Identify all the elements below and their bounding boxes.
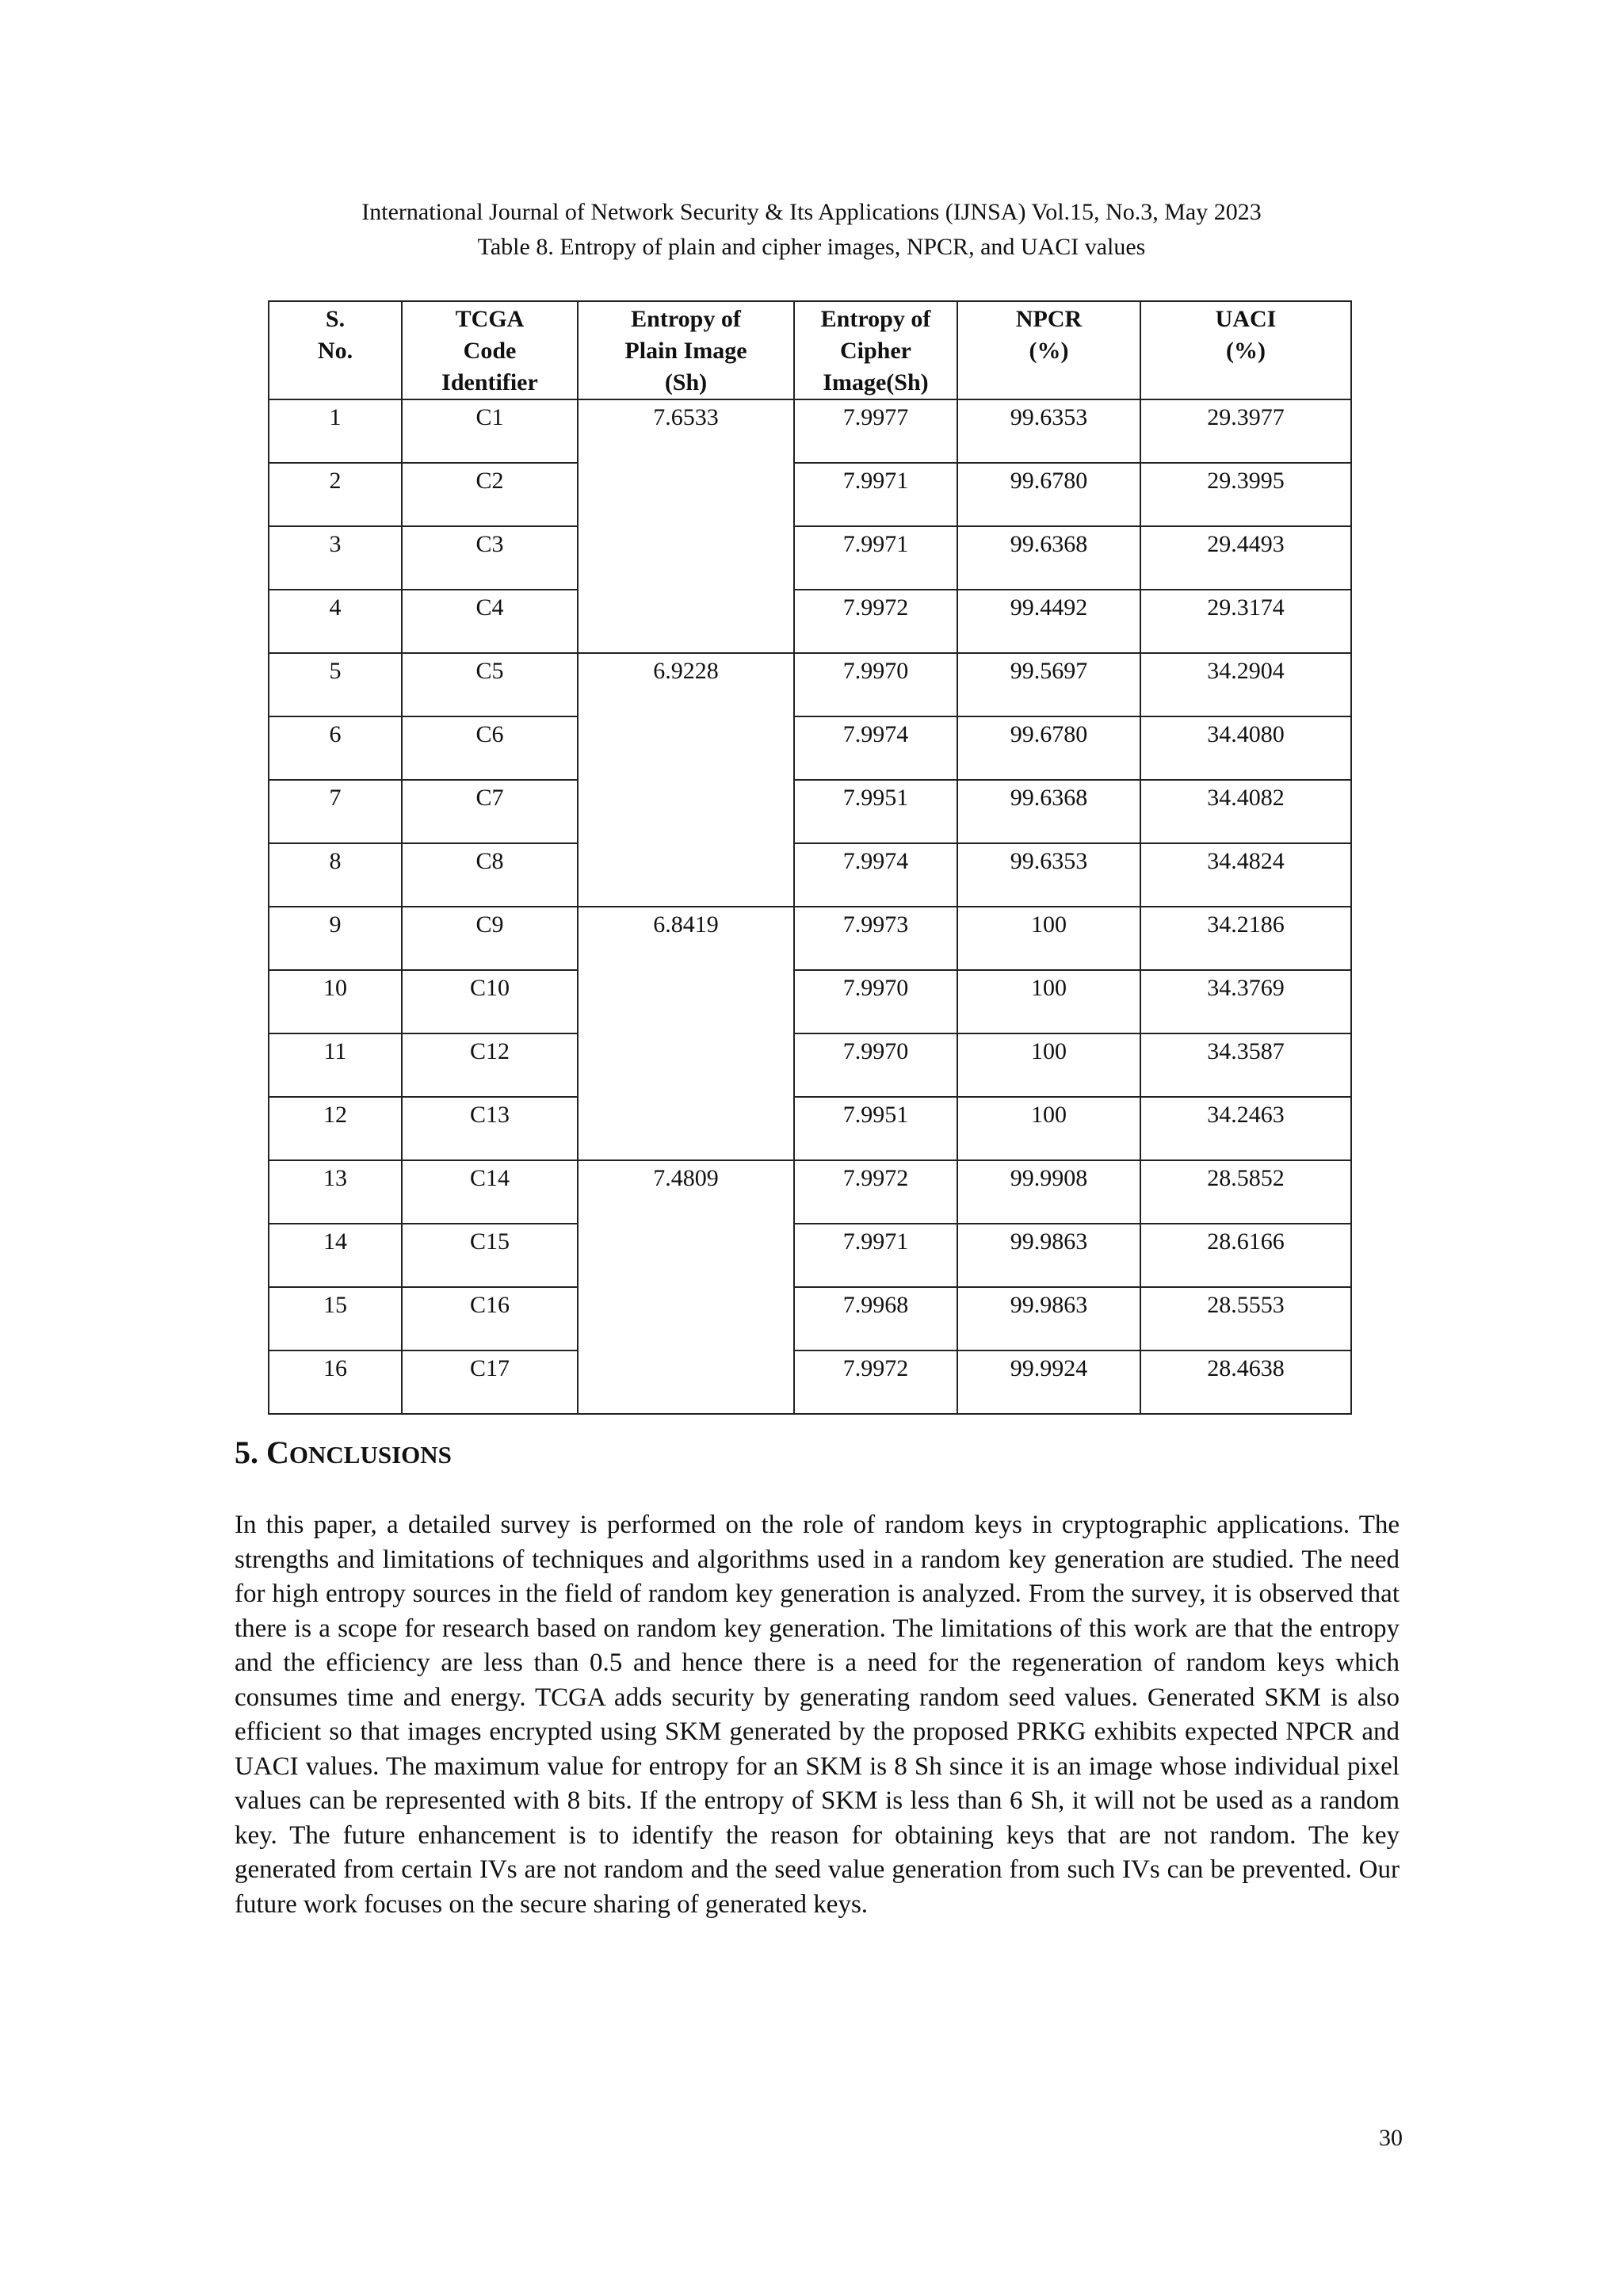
table-header-row	[269, 301, 1351, 399]
cell-cipher-entropy: 7.9974	[794, 843, 957, 907]
cell-cipher-entropy: 7.9977	[794, 399, 957, 463]
cell-uaci: 28.6166	[1140, 1224, 1351, 1287]
section-number: 5.	[235, 1435, 258, 1470]
entropy-table	[268, 300, 1352, 1415]
section-heading-conclusions	[235, 1433, 452, 1475]
table-row	[269, 653, 1351, 716]
col-header-npcr	[957, 301, 1140, 399]
cell-cipher-entropy: 7.9970	[794, 970, 957, 1033]
cell-code: C5	[402, 653, 578, 716]
cell-npcr: 99.6368	[957, 526, 1140, 590]
cell-npcr: 99.9863	[957, 1287, 1140, 1350]
cell-code: C2	[402, 463, 578, 526]
col-header-sno	[269, 301, 402, 399]
cell-code: C9	[402, 907, 578, 970]
cell-cipher-entropy: 7.9971	[794, 526, 957, 590]
cell-code: C12	[402, 1033, 578, 1097]
cell-npcr: 99.6780	[957, 716, 1140, 780]
cell-code: C7	[402, 780, 578, 843]
cell-uaci: 29.3995	[1140, 463, 1351, 526]
header-line: (Sh)	[664, 369, 708, 395]
cell-sno: 11	[269, 1033, 402, 1097]
cell-cipher-entropy: 7.9951	[794, 1097, 957, 1160]
header-line: Entropy of	[820, 306, 931, 332]
table-row	[269, 399, 1351, 463]
cell-code: C14	[402, 1160, 578, 1224]
cell-npcr: 99.4492	[957, 590, 1140, 653]
journal-running-header: International Journal of Network Security & Its Applications (IJNSA) Vol.15, No.3, May 2023	[361, 199, 1262, 225]
cell-cipher-entropy: 7.9973	[794, 907, 957, 970]
cell-cipher-entropy: 7.9970	[794, 653, 957, 716]
cell-sno: 7	[269, 780, 402, 843]
cell-sno: 4	[269, 590, 402, 653]
cell-uaci: 34.3769	[1140, 970, 1351, 1033]
cell-npcr: 99.6353	[957, 399, 1140, 463]
cell-code: C15	[402, 1224, 578, 1287]
header-line: Plain Image	[624, 338, 747, 364]
cell-sno: 3	[269, 526, 402, 590]
table-row	[269, 970, 1351, 1033]
cell-sno: 15	[269, 1287, 402, 1350]
cell-npcr: 100	[957, 1097, 1140, 1160]
cell-npcr: 99.9924	[957, 1350, 1140, 1414]
header-line: S.	[325, 306, 346, 332]
cell-code: C10	[402, 970, 578, 1033]
table-row	[269, 1033, 1351, 1097]
cell-npcr: 99.6368	[957, 780, 1140, 843]
table-caption: Table 8. Entropy of plain and cipher images, NPCR, and UACI values	[477, 234, 1146, 260]
header-line: Image(Sh)	[823, 369, 929, 395]
col-header-uaci	[1140, 301, 1351, 399]
table-row	[269, 1160, 1351, 1224]
cell-cipher-entropy: 7.9972	[794, 1350, 957, 1414]
cell-uaci: 28.5852	[1140, 1160, 1351, 1224]
cell-uaci: 29.3977	[1140, 399, 1351, 463]
cell-code: C16	[402, 1287, 578, 1350]
cell-uaci: 28.4638	[1140, 1350, 1351, 1414]
cell-cipher-entropy: 7.9971	[794, 463, 957, 526]
header-line: Identifier	[441, 369, 538, 395]
cell-npcr: 100	[957, 1033, 1140, 1097]
header-line: TCGA	[455, 306, 525, 332]
page-number: 30	[1379, 2125, 1403, 2151]
cell-npcr: 99.9908	[957, 1160, 1140, 1224]
cell-sno: 9	[269, 907, 402, 970]
cell-uaci: 34.4824	[1140, 843, 1351, 907]
cell-uaci: 29.3174	[1140, 590, 1351, 653]
cell-uaci: 34.4082	[1140, 780, 1351, 843]
cell-sno: 10	[269, 970, 402, 1033]
header-line: NPCR	[1015, 306, 1083, 332]
cell-code: C17	[402, 1350, 578, 1414]
cell-sno: 16	[269, 1350, 402, 1414]
header-line: (%)	[1029, 338, 1069, 364]
col-header-tcga-code	[402, 301, 578, 399]
cell-npcr: 99.6780	[957, 463, 1140, 526]
header-line: Cipher	[840, 338, 911, 364]
cell-plain-entropy: 6.9228	[578, 653, 794, 907]
cell-npcr: 100	[957, 907, 1140, 970]
cell-sno: 12	[269, 1097, 402, 1160]
table-row	[269, 1350, 1351, 1414]
cell-sno: 5	[269, 653, 402, 716]
table-row	[269, 1097, 1351, 1160]
cell-code: C1	[402, 399, 578, 463]
cell-sno: 8	[269, 843, 402, 907]
cell-sno: 6	[269, 716, 402, 780]
conclusions-paragraph: In this paper, a detailed survey is performed on the role of random keys in cryptographic applications. The strengths and limitations of techniques and algorithms used in a random key generation are studied. The need for high entropy sources in the field of random key generation is analyzed. From the survey, it is observed that there is a scope for research based on random key generation. The limitations of this work are that the entropy and the efficiency are less than 0.5 and hence there is a need for the regeneration of random keys which consumes time and energy. TCGA adds security by generating random seed values. Generated SKM is also efficient so that images encrypted using SKM generated by the proposed PRKG exhibits expected NPCR and UACI values. The maximum value for entropy for an SKM is 8 Sh since it is an image whose individual pixel values can be represented with 8 bits. If the entropy of SKM is less than 6 Sh, it will not be used as a random key. The future enhancement is to identify the reason for obtaining keys that are not random. The key generated from certain IVs are not random and the seed value generation from such IVs can be prevented. Our future work focuses on the secure sharing of generated keys.	[235, 1511, 1400, 1919]
header-line: No.	[317, 338, 353, 364]
cell-cipher-entropy: 7.9968	[794, 1287, 957, 1350]
cell-sno: 1	[269, 399, 402, 463]
table-row	[269, 780, 1351, 843]
col-header-cipher-entropy	[794, 301, 957, 399]
cell-code: C4	[402, 590, 578, 653]
cell-sno: 13	[269, 1160, 402, 1224]
cell-cipher-entropy: 7.9970	[794, 1033, 957, 1097]
col-header-plain-entropy	[578, 301, 794, 399]
cell-npcr: 99.5697	[957, 653, 1140, 716]
cell-cipher-entropy: 7.9972	[794, 1160, 957, 1224]
cell-code: C8	[402, 843, 578, 907]
cell-npcr: 99.6353	[957, 843, 1140, 907]
cell-uaci: 28.5553	[1140, 1287, 1351, 1350]
cell-plain-entropy: 6.8419	[578, 907, 794, 1160]
header-line: Entropy of	[631, 306, 741, 332]
header-line: UACI	[1215, 306, 1277, 332]
cell-cipher-entropy: 7.9972	[794, 590, 957, 653]
cell-cipher-entropy: 7.9971	[794, 1224, 957, 1287]
cell-uaci: 34.2463	[1140, 1097, 1351, 1160]
cell-code: C13	[402, 1097, 578, 1160]
cell-uaci: 34.4080	[1140, 716, 1351, 780]
table-row	[269, 1287, 1351, 1350]
table-row	[269, 463, 1351, 526]
cell-sno: 14	[269, 1224, 402, 1287]
header-line: (%)	[1226, 338, 1266, 364]
table-row	[269, 843, 1351, 907]
table-row	[269, 590, 1351, 653]
section-title-rest: ONCLUSIONS	[288, 1441, 452, 1469]
cell-npcr: 99.9863	[957, 1224, 1140, 1287]
cell-uaci: 34.2186	[1140, 907, 1351, 970]
cell-plain-entropy: 7.6533	[578, 399, 794, 653]
cell-code: C6	[402, 716, 578, 780]
header-line: Code	[463, 338, 517, 364]
table-row	[269, 1224, 1351, 1287]
section-title-initial: C	[266, 1435, 289, 1470]
cell-cipher-entropy: 7.9974	[794, 716, 957, 780]
table-row	[269, 526, 1351, 590]
cell-uaci: 29.4493	[1140, 526, 1351, 590]
cell-uaci: 34.3587	[1140, 1033, 1351, 1097]
cell-plain-entropy: 7.4809	[578, 1160, 794, 1414]
cell-npcr: 100	[957, 970, 1140, 1033]
cell-uaci: 34.2904	[1140, 653, 1351, 716]
cell-code: C3	[402, 526, 578, 590]
cell-sno: 2	[269, 463, 402, 526]
table-row	[269, 907, 1351, 970]
cell-cipher-entropy: 7.9951	[794, 780, 957, 843]
table-row	[269, 716, 1351, 780]
